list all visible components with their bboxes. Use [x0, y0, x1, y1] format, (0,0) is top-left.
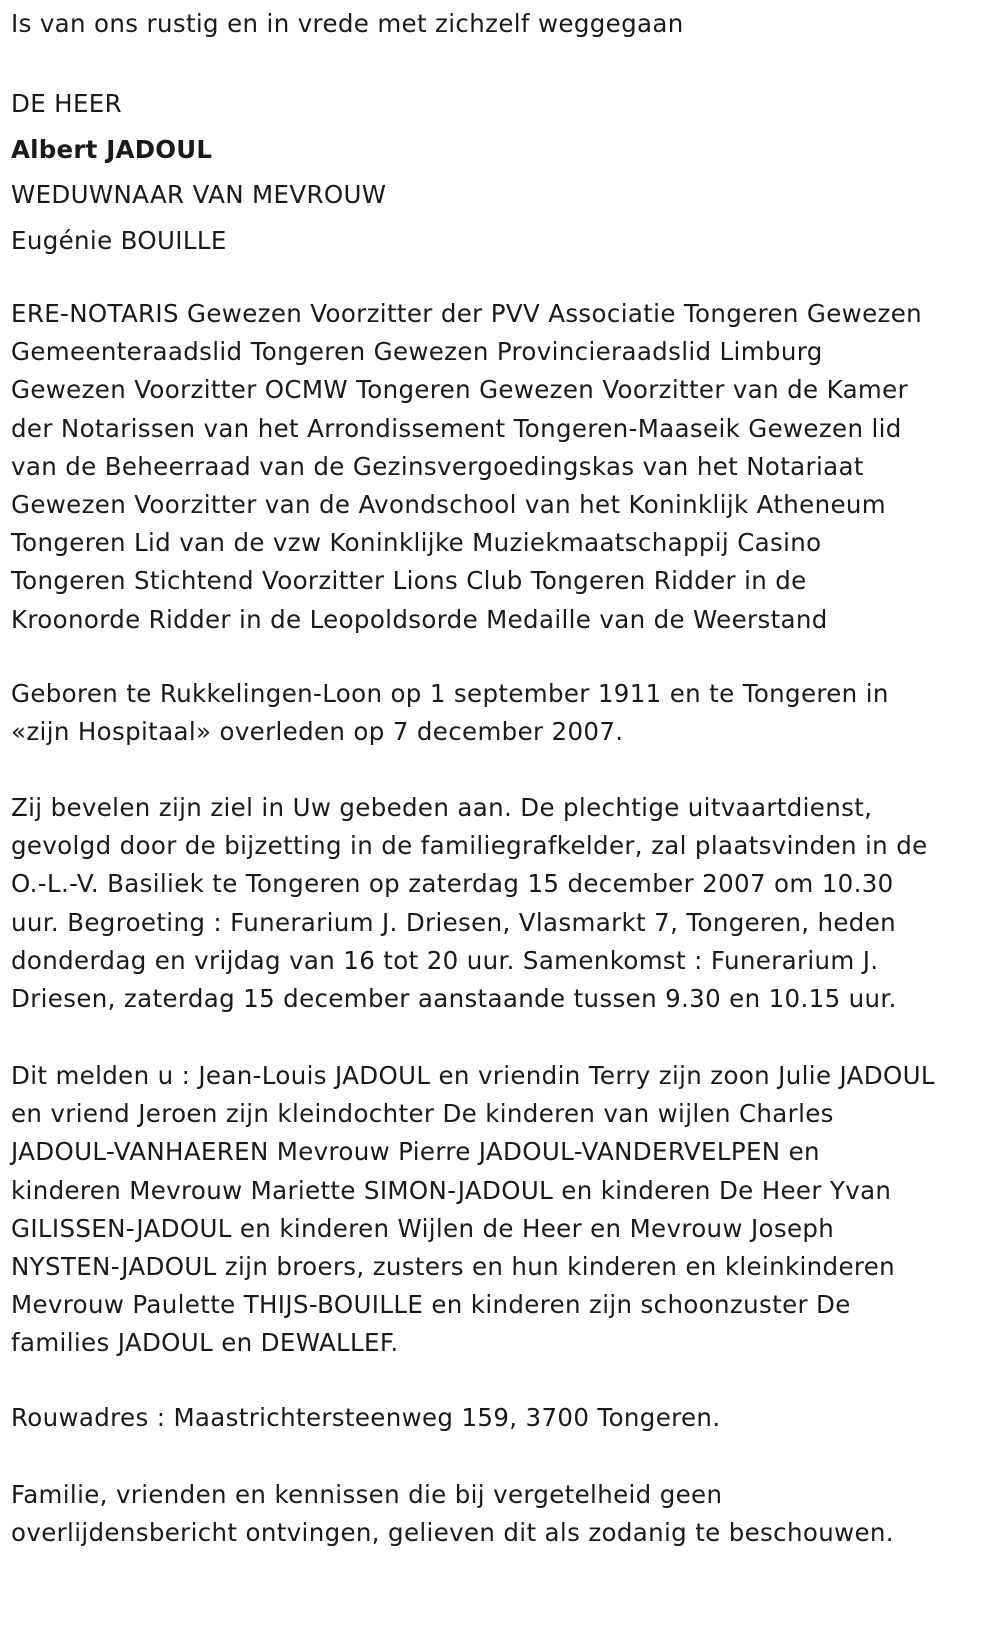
- born-line: Geboren te Rukkelingen-Loon op 1 september 1911 en te Tongeren in: [11, 679, 889, 708]
- titles-paragraph: [11, 295, 922, 639]
- ceremony-line: donderdag en vrijdag van 16 tot 20 uur. Samenkomst : Funerarium J.: [11, 945, 879, 975]
- mourning-address: [11, 1399, 720, 1437]
- ceremony-line: Driesen, zaterdag 15 december aanstaande tussen 9.30 en 10.15 uur.: [11, 984, 897, 1014]
- ceremony-line: Zij bevelen zijn ziel in Uw gebeden aan. De plechtige uitvaartdienst,: [11, 793, 873, 822]
- deceased-name: Albert JADOUL: [11, 134, 213, 164]
- family-paragraph: [11, 1057, 935, 1363]
- family-line: kinderen Mevrouw Mariette SIMON-JADOUL en kinderen De Heer Yvan: [11, 1175, 892, 1205]
- relation-line: WEDUWNAAR VAN MEVROUW: [11, 180, 387, 209]
- titles-line: ERE-NOTARIS Gewezen Voorzitter der PVV Associatie Tongeren Gewezen: [11, 299, 922, 328]
- ceremony-line: uur. Begroeting : Funerarium J. Driesen, Vlasmarkt 7, Tongeren, heden: [11, 907, 896, 937]
- ceremony-line: O.-L.-V. Basiliek te Tongeren op zaterdag 15 december 2007 om 10.30: [11, 869, 894, 899]
- notice-line: Familie, vrienden en kennissen die bij vergetelheid geen: [11, 1480, 723, 1509]
- titles-line: der Notarissen van het Arrondissement Tongeren-Maaseik Gewezen lid: [11, 413, 902, 443]
- titles-line: Tongeren Stichtend Voorzitter Lions Club Tongeren Ridder in de: [11, 566, 807, 596]
- birth-death-paragraph: [11, 675, 889, 751]
- titles-line: Gewezen Voorzitter van de Avondschool van het Koninklijk Atheneum: [11, 490, 886, 520]
- salutation: DE HEER: [11, 89, 122, 118]
- opening-line: Is van ons rustig en in vrede met zichzelf weggegaan: [11, 9, 684, 38]
- spouse-name: Eugénie BOUILLE: [11, 225, 227, 255]
- deceased-header: [11, 81, 386, 263]
- titles-line: Gewezen Voorzitter OCMW Tongeren Gewezen Voorzitter van de Kamer: [11, 375, 908, 405]
- family-line: Mevrouw Paulette THIJS-BOUILLE en kinderen zijn schoonzuster De: [11, 1290, 851, 1320]
- family-line: GILISSEN-JADOUL en kinderen Wijlen de Heer en Mevrouw Joseph: [11, 1213, 835, 1243]
- closing-notice: [11, 1476, 894, 1552]
- family-line: families JADOUL en DEWALLEF.: [11, 1328, 399, 1358]
- titles-line: Kroonorde Ridder in de Leopoldsorde Medaille van de Weerstand: [11, 604, 828, 634]
- ceremony-paragraph: [11, 789, 928, 1018]
- titles-line: Gemeenteraadslid Tongeren Gewezen Provincieraadslid Limburg: [11, 337, 823, 367]
- ceremony-line: gevolgd door de bijzetting in de familiegrafkelder, zal plaatsvinden in de: [11, 831, 928, 861]
- family-line: JADOUL-VANHAEREN Mevrouw Pierre JADOUL-VANDERVELPEN en: [11, 1137, 820, 1167]
- address-line: Rouwadres : Maastrichtersteenweg 159, 3700 Tongeren.: [11, 1403, 721, 1432]
- family-line: Dit melden u : Jean-Louis JADOUL en vriendin Terry zijn zoon Julie JADOUL: [11, 1061, 935, 1090]
- titles-line: Tongeren Lid van de vzw Koninklijke Muziekmaatschappij Casino: [11, 528, 822, 558]
- born-line: «zijn Hospitaal» overleden op 7 december 2007.: [11, 717, 624, 747]
- family-line: NYSTEN-JADOUL zijn broers, zusters en hun kinderen en kleinkinderen: [11, 1252, 896, 1282]
- titles-line: van de Beheerraad van de Gezinsvergoedingskas van het Notariaat: [11, 451, 864, 481]
- notice-line: overlijdensbericht ontvingen, gelieven dit als zodanig te beschouwen.: [11, 1518, 894, 1548]
- family-line: en vriend Jeroen zijn kleindochter De kinderen van wijlen Charles: [11, 1099, 834, 1129]
